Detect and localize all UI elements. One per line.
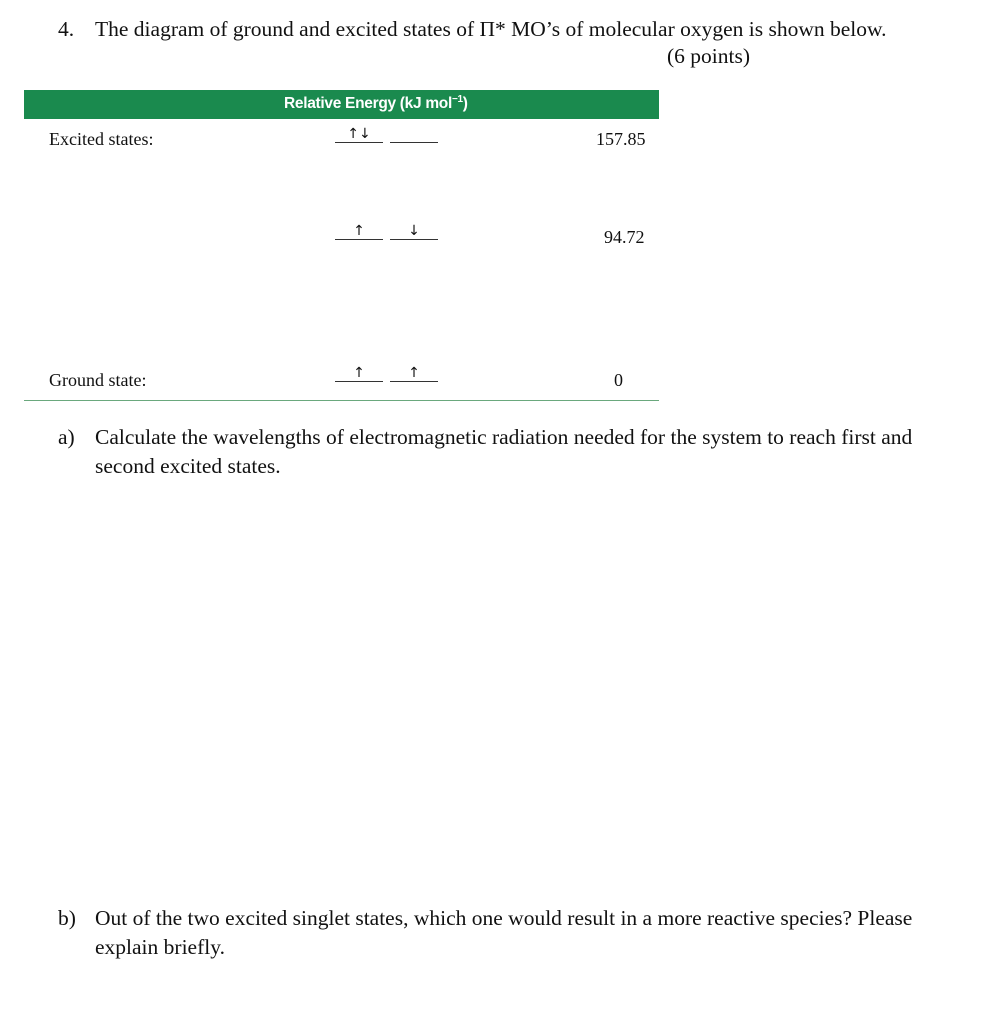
ground-state-label: Ground state:: [49, 370, 147, 390]
orbital-left-electrons: ↑: [353, 223, 365, 239]
part-b-text: Out of the two excited singlet states, which one would result in a more reactive species? Please explain briefly.: [95, 906, 913, 959]
orbital-line: [390, 142, 438, 143]
part-a-letter: a): [58, 425, 75, 449]
energy-value: 94.72: [604, 227, 645, 247]
energy-value: 0: [614, 370, 623, 390]
excited-states-label: Excited states:: [49, 129, 154, 149]
energy-header-label: Relative Energy (kJ mol$^{-1}$): [284, 94, 468, 113]
orbital-line: [390, 381, 438, 382]
table-bottom-rule: [24, 400, 659, 401]
orbital-right-electrons: ↑: [408, 365, 420, 381]
orbital-line: [335, 381, 383, 382]
question-points: (6 points): [667, 44, 751, 68]
orbital-line: [390, 239, 438, 240]
orbital-left-electrons: ↑: [353, 365, 365, 381]
question-number: 4.: [58, 17, 75, 41]
part-b-letter: b): [58, 906, 76, 930]
part-a-text: Calculate the wavelengths of electromagnetic radiation needed for the system to reach first and second excited states.: [95, 425, 913, 478]
question-text: The diagram of ground and excited states of Π* MO’s of molecular oxygen is shown below.: [95, 17, 887, 41]
orbital-line: [335, 142, 383, 143]
energy-value: 157.85: [596, 129, 646, 149]
orbital-left-electrons: ↑↓: [347, 126, 371, 142]
orbital-right-electrons: ↓: [408, 223, 420, 239]
orbital-line: [335, 239, 383, 240]
